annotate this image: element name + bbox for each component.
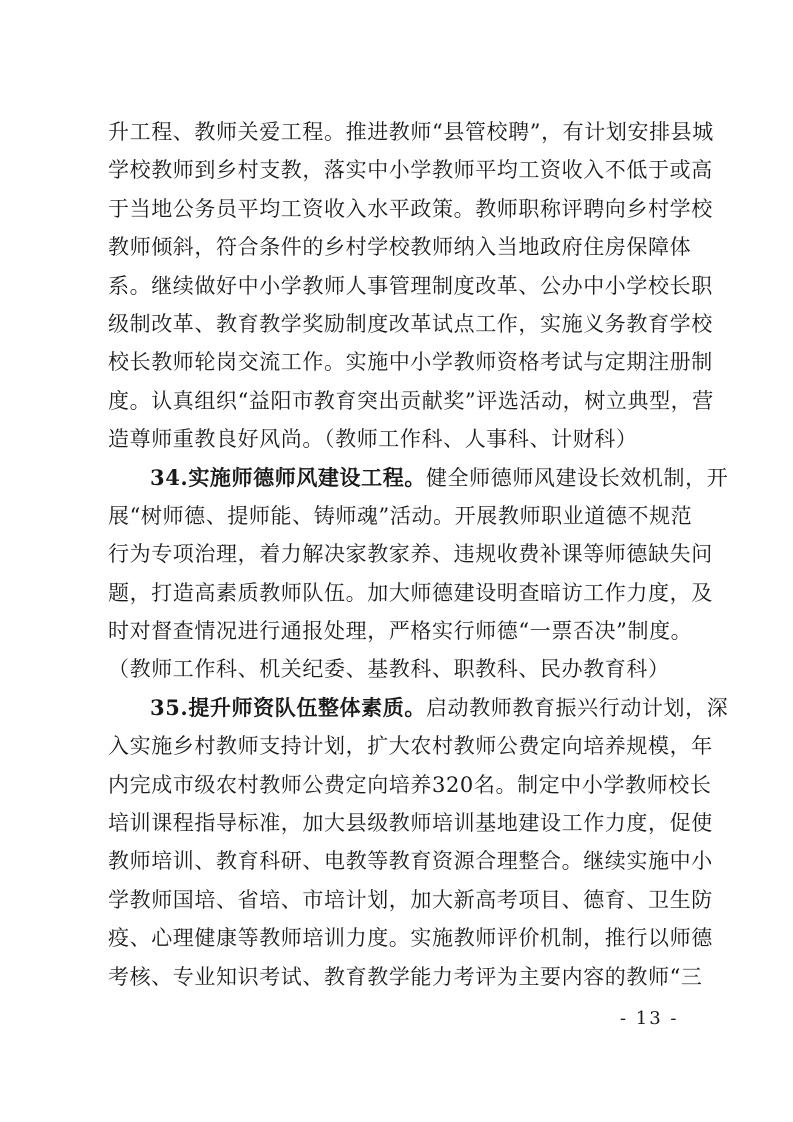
text-line: 培训课程指导标准，加大县级教师培训基地建设工作力度，促使	[108, 811, 713, 836]
section-34-first-line-text: 健全师德师风建设长效机制，开	[425, 465, 729, 490]
section-35-heading: 35.提升师资队伍整体素质。	[150, 694, 426, 720]
text-line: 内完成市级农村教师公费定向培养320名。制定中小学教师校长	[108, 772, 712, 797]
text-line: 系。继续做好中小学教师人事管理制度改革、公办中小学校长职	[108, 273, 713, 298]
section-34-first-line	[108, 459, 729, 497]
text-line: 行为专项治理，着力解决家教家养、违规收费补课等师德缺失问	[108, 542, 713, 567]
text-line: 于当地公务员平均工资收入水平政策。教师职称评聘向乡村学校	[108, 196, 713, 221]
text-line: 造尊师重教良好风尚。（教师工作科、人事科、计财科）	[108, 427, 638, 452]
body-text	[108, 113, 729, 996]
text-line: 学教师国培、省培、市培计划，加大新高考项目、德育、卫生防	[108, 887, 713, 912]
text-line: 考核、专业知识考试、教育教学能力考评为主要内容的教师“三	[108, 964, 703, 989]
text-line: 入实施乡村教师支持计划，扩大农村教师公费定向培养规模，年	[108, 734, 713, 759]
text-line: 级制改革、教育教学奖励制度改革试点工作，实施义务教育学校	[108, 311, 713, 336]
text-line: 疫、心理健康等教师培训力度。实施教师评价机制，推行以师德	[108, 926, 713, 951]
section-35-first-line	[108, 689, 729, 727]
text-line: 展“树师德、提师能、铸师魂”活动。开展教师职业道德不规范	[108, 503, 693, 528]
text-line: 学校教师到乡村支教，落实中小学教师平均工资收入不低于或高	[108, 158, 713, 183]
text-line: 教师倾斜，符合条件的乡村学校教师纳入当地政府住房保障体	[108, 235, 692, 260]
text-line: 题，打造高素质教师队伍。加大师德建设明查暗访工作力度，及	[108, 580, 713, 605]
text-line: 时对督查情况进行通报处理，严格实行师德“一票否决”制度。	[108, 619, 693, 644]
text-line: 教师培训、教育科研、电教等教育资源合理整合。继续实施中小	[108, 849, 713, 874]
section-35-first-line-text: 启动教师教育振兴行动计划，深	[425, 695, 729, 720]
section-34-heading: 34.实施师德师风建设工程。	[150, 464, 426, 490]
text-line: （教师工作科、机关纪委、基教科、职教科、民办教育科）	[108, 657, 670, 682]
text-line: 度。认真组织“益阳市教育突出贡献奖”评选活动，树立典型，营	[108, 388, 714, 413]
text-line: 升工程、教师关爱工程。推进教师“县管校聘”，有计划安排县城	[108, 120, 714, 144]
text-line: 校长教师轮岗交流工作。实施中小学教师资格考试与定期注册制	[108, 350, 713, 375]
page-number: - 13 -	[620, 1008, 679, 1029]
